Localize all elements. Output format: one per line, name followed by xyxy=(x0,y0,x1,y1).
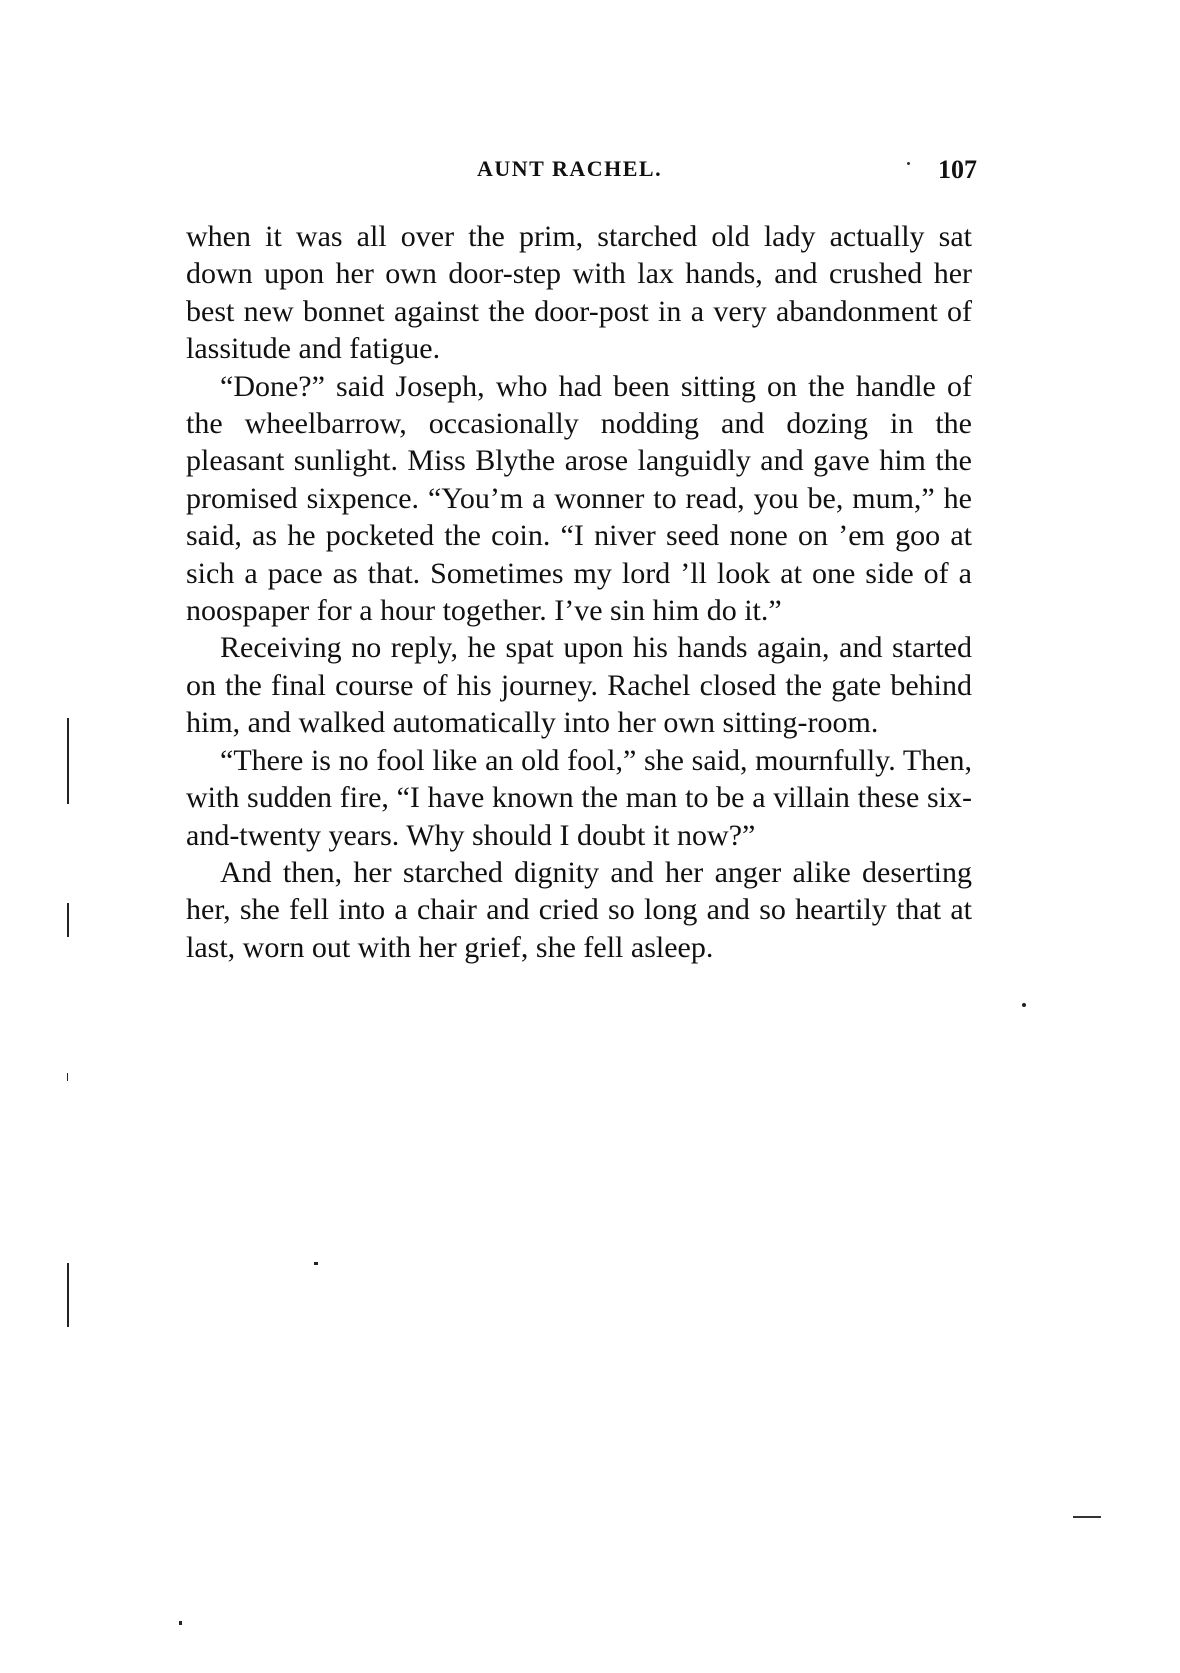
gutter-mark xyxy=(67,1263,69,1327)
scan-speck xyxy=(314,1262,318,1265)
scan-speck xyxy=(907,162,910,165)
gutter-mark xyxy=(67,1073,68,1081)
paragraph: And then, her starched dignity and her anger alike deserting her, she fell into a chair and cried so long and so heartily that at last, worn out with her grief, she fell asleep. xyxy=(186,855,972,964)
scan-speck xyxy=(1022,1003,1026,1007)
scan-speck xyxy=(179,1621,182,1625)
page-number: 107 xyxy=(938,155,977,184)
paragraph: when it was all over the prim, starched old lady actually sat down upon her own door-step with lax hands, and crushed her best new bonnet against the door-post in a very abandonment of lassitude and fatigue. xyxy=(186,220,972,366)
body-text xyxy=(186,218,972,966)
gutter-mark xyxy=(67,718,69,804)
gutter-mark xyxy=(67,903,69,937)
scan-rule xyxy=(1073,1516,1101,1518)
running-title: AUNT RACHEL. xyxy=(477,156,663,181)
paragraph: Receiving no reply, he spat upon his hands again, and started on the final course of his journey. Rachel closed the gate behind him, and walked automatically into her own sitting-room. xyxy=(186,631,972,740)
paragraph: “There is no fool like an old fool,” she said, mournfully. Then, with sudden fire, “I have known the man to be a villain these six-and-twenty years. Why should I doubt it now?” xyxy=(186,743,972,852)
running-head xyxy=(0,156,1180,196)
paragraph: “Done?” said Joseph, who had been sitting on the handle of the wheelbarrow, occasionally nodding and dozing in the pleasant sunlight. Miss Blythe arose languidly and gave him the promised sixpence. “You’m a wonner to read, you be, mum,” he said, as he pocketed the coin. “I niver seed none on ’em goo at sich a pace as that. Sometimes my lord ’ll look at one side of a noospaper for a hour together. I’ve sin him do it.” xyxy=(186,369,972,628)
